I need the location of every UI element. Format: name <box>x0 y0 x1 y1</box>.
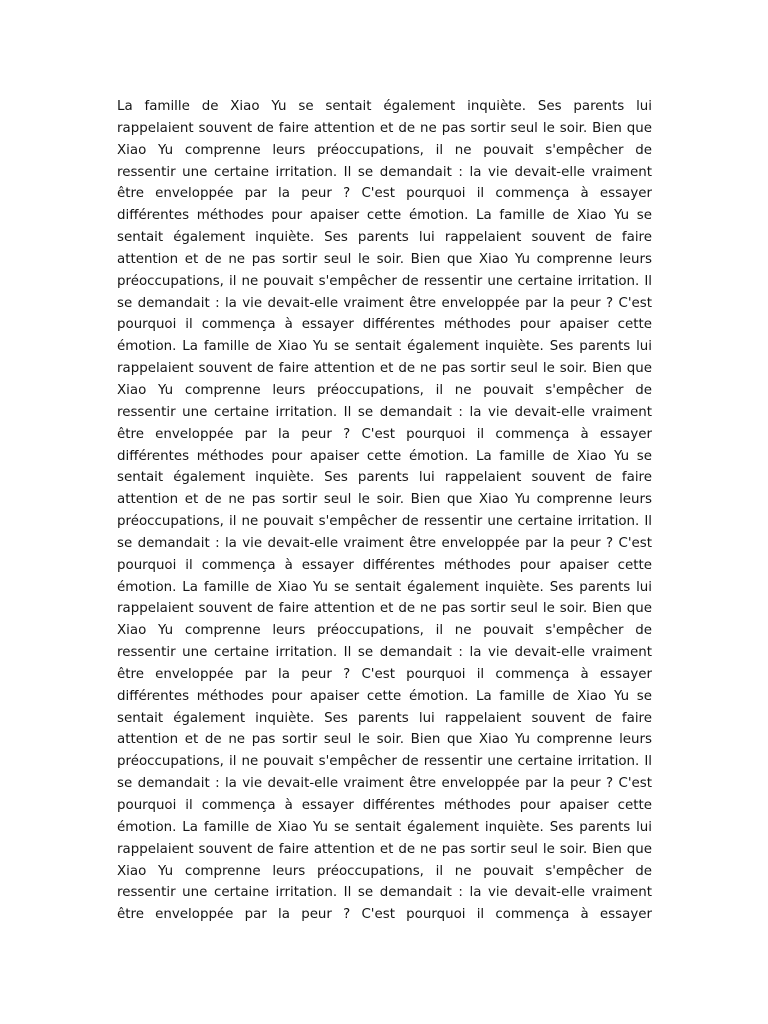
text-line: Xiao Yu comprenne leurs préoccupations, il ne pouvait s'empêcher de <box>117 623 652 639</box>
text-line: attention et de ne pas sortir seul le soir. Bien que Xiao Yu comprenne leurs <box>117 732 652 748</box>
text-line: pourquoi il commença à essayer différentes méthodes pour apaiser cette <box>117 798 652 813</box>
text-line: rappelaient souvent de faire attention et de ne pas sortir seul le soir. Bien que <box>117 120 652 136</box>
text-line: rappelaient souvent de faire attention et de ne pas sortir seul le soir. Bien que <box>117 841 652 857</box>
text-line: préoccupations, il ne pouvait s'empêcher de ressentir une certaine irritation. Il <box>117 514 652 530</box>
text-line: Xiao Yu comprenne leurs préoccupations, il ne pouvait s'empêcher de <box>117 382 652 398</box>
text-line: rappelaient souvent de faire attention et de ne pas sortir seul le soir. Bien que <box>117 361 652 377</box>
text-line: émotion. La famille de Xiao Yu se sentait également inquiète. Ses parents lui <box>117 339 652 355</box>
text-line: Xiao Yu comprenne leurs préoccupations, il ne pouvait s'empêcher de <box>117 142 652 158</box>
text-line: différentes méthodes pour apaiser cette émotion. La famille de Xiao Yu se <box>117 448 652 464</box>
text-line: Xiao Yu comprenne leurs préoccupations, il ne pouvait s'empêcher de <box>117 863 652 879</box>
text-line: sentait également inquiète. Ses parents lui rappelaient souvent de faire <box>117 710 652 726</box>
text-line: être enveloppée par la peur ? C'est pourquoi il commença à essayer <box>117 426 652 442</box>
body-paragraph <box>117 96 652 926</box>
text-line: se demandait : la vie devait-elle vraiment être enveloppée par la peur ? C'est <box>117 295 652 311</box>
text-line: ressentir une certaine irritation. Il se demandait : la vie devait-elle vraiment <box>117 645 652 661</box>
text-line: différentes méthodes pour apaiser cette émotion. La famille de Xiao Yu se <box>117 688 652 704</box>
text-line: émotion. La famille de Xiao Yu se sentait également inquiète. Ses parents lui <box>117 579 652 595</box>
text-line: préoccupations, il ne pouvait s'empêcher de ressentir une certaine irritation. Il <box>117 754 652 770</box>
text-line: rappelaient souvent de faire attention et de ne pas sortir seul le soir. Bien que <box>117 601 652 617</box>
text-line: pourquoi il commença à essayer différentes méthodes pour apaiser cette <box>117 317 652 333</box>
text-line: attention et de ne pas sortir seul le soir. Bien que Xiao Yu comprenne leurs <box>117 492 652 508</box>
text-line: préoccupations, il ne pouvait s'empêcher de ressentir une certaine irritation. Il <box>117 273 652 289</box>
text-line: différentes méthodes pour apaiser cette émotion. La famille de Xiao Yu se <box>117 208 652 224</box>
text-line: émotion. La famille de Xiao Yu se sentait également inquiète. Ses parents lui <box>117 819 652 835</box>
text-line: attention et de ne pas sortir seul le soir. Bien que Xiao Yu comprenne leurs <box>117 251 652 267</box>
text-line: être enveloppée par la peur ? C'est pourquoi il commença à essayer <box>117 186 652 202</box>
text-line: se demandait : la vie devait-elle vraiment être enveloppée par la peur ? C'est <box>117 535 652 551</box>
text-line: se demandait : la vie devait-elle vraiment être enveloppée par la peur ? C'est <box>117 776 652 792</box>
text-line: ressentir une certaine irritation. Il se demandait : la vie devait-elle vraiment <box>117 885 652 901</box>
text-line: ressentir une certaine irritation. Il se demandait : la vie devait-elle vraiment <box>117 404 652 420</box>
text-line: ressentir une certaine irritation. Il se demandait : la vie devait-elle vraiment <box>117 164 652 180</box>
text-line: être enveloppée par la peur ? C'est pourquoi il commença à essayer <box>117 907 652 923</box>
text-line: sentait également inquiète. Ses parents lui rappelaient souvent de faire <box>117 230 652 246</box>
text-line: être enveloppée par la peur ? C'est pourquoi il commença à essayer <box>117 666 652 682</box>
text-line: sentait également inquiète. Ses parents lui rappelaient souvent de faire <box>117 470 652 486</box>
text-line: La famille de Xiao Yu se sentait également inquiète. Ses parents lui <box>117 99 652 114</box>
text-line: pourquoi il commença à essayer différentes méthodes pour apaiser cette <box>117 557 652 573</box>
